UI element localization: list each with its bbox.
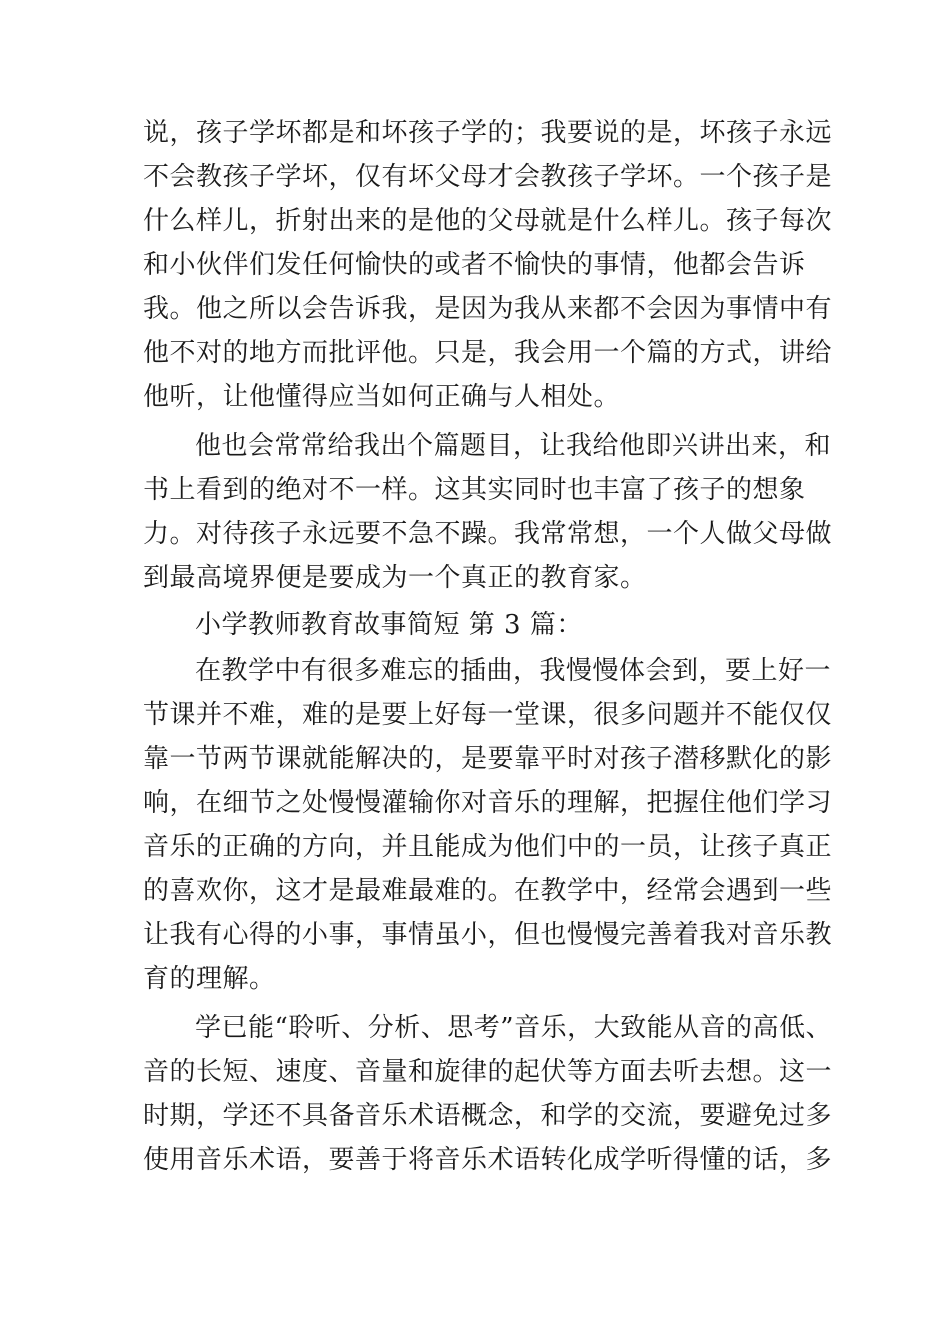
paragraph-line: 什么样儿，折射出来的是他的父母就是什么样儿。孩子每次: [143, 206, 833, 236]
paragraph-line: 响，在细节之处慢慢灌输你对音乐的理解，把握住他们学习: [143, 788, 833, 818]
paragraph-line: 和小伙伴们发任何愉快的或者不愉快的事情，他都会告诉: [143, 250, 806, 280]
paragraph-line: 的喜欢你，这才是最难最难的。在教学中，经常会遇到一些: [143, 876, 833, 906]
paragraph-line: 不会教孩子学坏，仅有坏父母才会教孩子学坏。一个孩子是: [143, 162, 833, 192]
paragraph-line: 说，孩子学坏都是和坏孩子学的；我要说的是，坏孩子永远: [143, 118, 833, 148]
paragraph-line: 靠一节两节课就能解决的，是要靠平时对孩子潜移默化的影: [143, 744, 833, 774]
paragraph-line: 书上看到的绝对不一样。这其实同时也丰富了孩子的想象: [143, 475, 806, 505]
paragraph-line: 节课并不难，难的是要上好每一堂课，很多问题并不能仅仅: [143, 700, 833, 730]
paragraph-line: 在教学中有很多难忘的插曲，我慢慢体会到，要上好一: [195, 656, 832, 686]
paragraph-line: 使用音乐术语，要善于将音乐术语转化成学听得懂的话，多: [143, 1145, 833, 1175]
paragraph-line: 音的长短、速度、音量和旋律的起伏等方面去听去想。这一: [143, 1057, 833, 1087]
paragraph-line: 他听，让他懂得应当如何正确与人相处。: [143, 382, 621, 412]
paragraph-line: 他也会常常给我出个篇题目，让我给他即兴讲出来，和: [195, 431, 832, 461]
paragraph-line: 我。他之所以会告诉我，是因为我从来都不会因为事情中有: [143, 294, 833, 324]
paragraph-line: 育的理解。: [143, 964, 276, 994]
paragraph-line: 他不对的地方而批评他。只是，我会用一个篇的方式，讲给: [143, 338, 833, 368]
paragraph-line: 让我有心得的小事，事情虽小，但也慢慢完善着我对音乐教: [143, 920, 833, 950]
paragraph-line: 音乐的正确的方向，并且能成为他们中的一员，让孩子真正: [143, 832, 833, 862]
paragraph-line: 时期，学还不具备音乐术语概念，和学的交流，要避免过多: [143, 1101, 833, 1131]
paragraph-line: 到最高境界便是要成为一个真正的教育家。: [143, 563, 647, 593]
paragraph-line: 学已能“聆听、分析、思考”音乐，大致能从音的高低、: [195, 1013, 833, 1043]
paragraph-line: 力。对待孩子永远要不急不躁。我常常想，一个人做父母做: [143, 519, 833, 549]
section-heading: 小学教师教育故事简短 第 3 篇：: [195, 610, 583, 640]
